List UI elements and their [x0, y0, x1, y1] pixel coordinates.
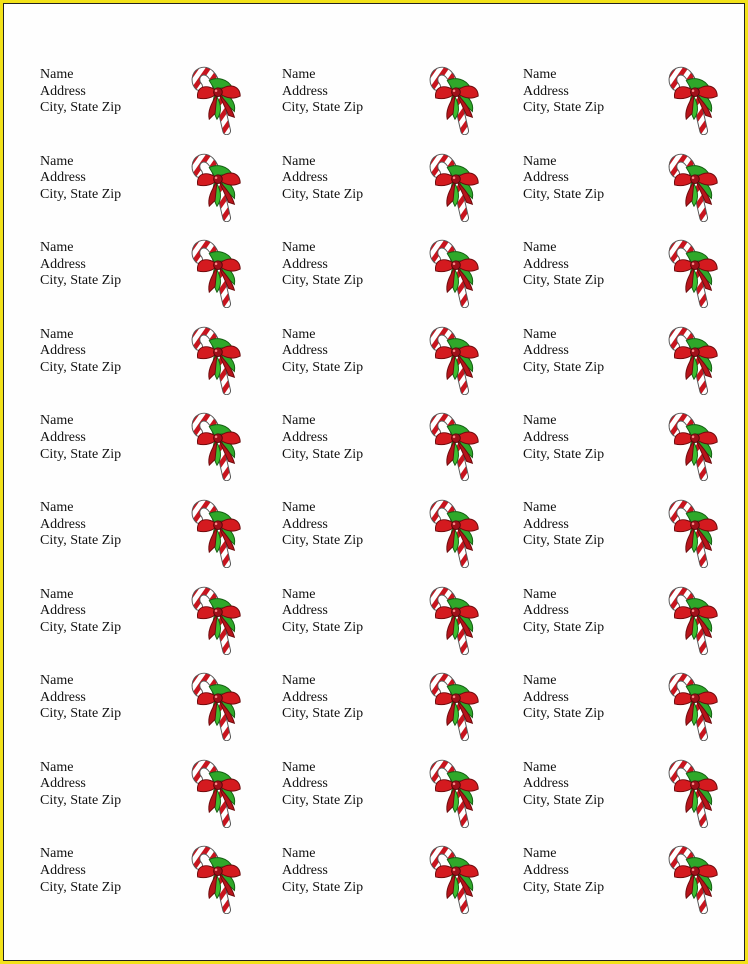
candy-cane-icon — [188, 838, 246, 914]
address-block — [523, 67, 604, 117]
label-row — [3, 665, 745, 752]
label-name: Name — [282, 153, 316, 169]
label-city-state-zip: City, State Zip — [282, 879, 364, 895]
label-city-state-zip: City, State Zip — [282, 792, 364, 808]
address-block — [523, 413, 604, 463]
candy-cane-icon — [188, 232, 246, 308]
label-city-state-zip: City, State Zip — [523, 273, 605, 289]
label-name: Name — [40, 499, 74, 515]
candy-cane-icon — [665, 838, 723, 914]
label-row — [3, 59, 745, 146]
address-block — [523, 846, 604, 896]
candy-cane-icon — [665, 492, 723, 568]
address-block — [40, 587, 121, 637]
label-city-state-zip: City, State Zip — [523, 533, 605, 549]
candy-cane-icon — [188, 492, 246, 568]
label-city-state-zip: City, State Zip — [282, 446, 364, 462]
label-city-state-zip: City, State Zip — [40, 100, 122, 116]
label-name: Name — [282, 586, 316, 602]
label-name: Name — [282, 499, 316, 515]
label-city-state-zip: City, State Zip — [40, 359, 122, 375]
address-block — [282, 67, 363, 117]
address-label — [282, 579, 512, 663]
candy-cane-icon — [426, 319, 484, 395]
label-row — [3, 579, 745, 666]
address-label — [282, 146, 512, 230]
address-label — [523, 665, 748, 749]
label-address: Address — [40, 516, 86, 532]
label-row — [3, 319, 745, 406]
label-name: Name — [40, 240, 74, 256]
address-label — [282, 232, 512, 316]
candy-cane-icon — [426, 146, 484, 222]
address-label — [40, 579, 270, 663]
label-name: Name — [40, 413, 74, 429]
address-label — [282, 752, 512, 836]
address-block — [282, 327, 363, 377]
candy-cane-icon — [426, 579, 484, 655]
address-label — [40, 752, 270, 836]
address-block — [282, 587, 363, 637]
label-name: Name — [282, 240, 316, 256]
label-address: Address — [40, 343, 86, 359]
address-label — [523, 319, 748, 403]
label-address: Address — [282, 256, 328, 272]
label-address: Address — [282, 170, 328, 186]
label-city-state-zip: City, State Zip — [40, 533, 122, 549]
label-name: Name — [282, 673, 316, 689]
address-label — [40, 319, 270, 403]
label-address: Address — [40, 256, 86, 272]
candy-cane-icon — [188, 752, 246, 828]
label-city-state-zip: City, State Zip — [282, 533, 364, 549]
label-address: Address — [523, 83, 569, 99]
candy-cane-icon — [665, 319, 723, 395]
label-address: Address — [282, 516, 328, 532]
address-block — [523, 760, 604, 810]
label-name: Name — [282, 846, 316, 862]
label-name: Name — [40, 586, 74, 602]
candy-cane-icon — [665, 232, 723, 308]
label-city-state-zip: City, State Zip — [282, 273, 364, 289]
address-label — [282, 838, 512, 922]
label-city-state-zip: City, State Zip — [523, 446, 605, 462]
candy-cane-icon — [665, 146, 723, 222]
candy-cane-icon — [426, 59, 484, 135]
address-label — [282, 665, 512, 749]
address-block — [282, 240, 363, 290]
label-name: Name — [523, 413, 557, 429]
label-city-state-zip: City, State Zip — [40, 446, 122, 462]
address-label — [40, 665, 270, 749]
label-address: Address — [523, 429, 569, 445]
label-city-state-zip: City, State Zip — [40, 619, 122, 635]
label-name: Name — [523, 586, 557, 602]
label-address: Address — [40, 83, 86, 99]
candy-cane-icon — [188, 146, 246, 222]
label-address: Address — [282, 83, 328, 99]
label-city-state-zip: City, State Zip — [282, 706, 364, 722]
label-name: Name — [40, 67, 74, 82]
address-block — [523, 327, 604, 377]
label-row — [3, 492, 745, 579]
address-block — [40, 413, 121, 463]
label-address: Address — [40, 862, 86, 878]
label-address: Address — [523, 516, 569, 532]
address-label — [523, 405, 748, 489]
address-label — [523, 838, 748, 922]
label-name: Name — [40, 326, 74, 342]
address-label — [523, 752, 748, 836]
address-label — [523, 232, 748, 316]
candy-cane-icon — [665, 59, 723, 135]
label-city-state-zip: City, State Zip — [523, 879, 605, 895]
label-name: Name — [282, 326, 316, 342]
label-row — [3, 838, 745, 925]
label-address: Address — [282, 603, 328, 619]
label-address: Address — [40, 170, 86, 186]
candy-cane-icon — [188, 319, 246, 395]
label-address: Address — [523, 776, 569, 792]
label-city-state-zip: City, State Zip — [282, 186, 364, 202]
label-row — [3, 146, 745, 233]
address-label — [40, 146, 270, 230]
label-address: Address — [282, 689, 328, 705]
label-name: Name — [523, 846, 557, 862]
address-block — [40, 846, 121, 896]
address-block — [282, 673, 363, 723]
address-label — [282, 59, 512, 143]
label-name: Name — [523, 67, 557, 82]
label-address: Address — [40, 776, 86, 792]
label-address: Address — [282, 429, 328, 445]
label-name: Name — [40, 846, 74, 862]
label-address: Address — [40, 603, 86, 619]
label-row — [3, 232, 745, 319]
label-name: Name — [282, 413, 316, 429]
address-label — [523, 59, 748, 143]
label-address: Address — [523, 343, 569, 359]
label-city-state-zip: City, State Zip — [40, 879, 122, 895]
label-name: Name — [523, 326, 557, 342]
label-city-state-zip: City, State Zip — [523, 619, 605, 635]
label-city-state-zip: City, State Zip — [40, 273, 122, 289]
candy-cane-icon — [665, 752, 723, 828]
label-name: Name — [523, 240, 557, 256]
address-block — [40, 240, 121, 290]
address-block — [282, 413, 363, 463]
label-address: Address — [282, 862, 328, 878]
address-label — [523, 579, 748, 663]
address-block — [282, 154, 363, 204]
label-address: Address — [523, 689, 569, 705]
address-block — [40, 154, 121, 204]
label-city-state-zip: City, State Zip — [282, 100, 364, 116]
label-city-state-zip: City, State Zip — [523, 186, 605, 202]
label-address: Address — [282, 776, 328, 792]
candy-cane-icon — [188, 405, 246, 481]
label-name: Name — [40, 673, 74, 689]
label-city-state-zip: City, State Zip — [282, 619, 364, 635]
candy-cane-icon — [426, 232, 484, 308]
address-label — [282, 492, 512, 576]
candy-cane-icon — [188, 579, 246, 655]
address-block — [282, 760, 363, 810]
address-block — [282, 500, 363, 550]
address-block — [40, 673, 121, 723]
address-block — [523, 673, 604, 723]
label-name: Name — [523, 153, 557, 169]
address-label — [523, 492, 748, 576]
label-address: Address — [40, 689, 86, 705]
label-address: Address — [523, 603, 569, 619]
label-name: Name — [40, 153, 74, 169]
address-label — [40, 59, 270, 143]
candy-cane-icon — [426, 838, 484, 914]
address-block — [40, 327, 121, 377]
address-block — [523, 154, 604, 204]
address-label — [282, 319, 512, 403]
address-label — [40, 232, 270, 316]
label-name: Name — [523, 499, 557, 515]
candy-cane-icon — [426, 665, 484, 741]
address-block — [282, 846, 363, 896]
label-city-state-zip: City, State Zip — [523, 359, 605, 375]
label-address: Address — [523, 256, 569, 272]
label-city-state-zip: City, State Zip — [523, 792, 605, 808]
candy-cane-icon — [188, 665, 246, 741]
label-address: Address — [282, 343, 328, 359]
label-address: Address — [523, 170, 569, 186]
address-label — [40, 838, 270, 922]
address-label — [282, 405, 512, 489]
address-label — [40, 492, 270, 576]
address-label — [523, 146, 748, 230]
address-block — [523, 587, 604, 637]
label-name: Name — [282, 759, 316, 775]
label-name: Name — [40, 759, 74, 775]
label-city-state-zip: City, State Zip — [523, 706, 605, 722]
candy-cane-icon — [426, 752, 484, 828]
label-name: Name — [523, 673, 557, 689]
label-city-state-zip: City, State Zip — [40, 706, 122, 722]
label-city-state-zip: City, State Zip — [523, 100, 605, 116]
label-row — [3, 752, 745, 839]
address-block — [40, 760, 121, 810]
candy-cane-icon — [426, 492, 484, 568]
label-grid — [3, 59, 745, 925]
label-address: Address — [523, 862, 569, 878]
label-city-state-zip: City, State Zip — [40, 186, 122, 202]
candy-cane-icon — [426, 405, 484, 481]
candy-cane-icon — [665, 665, 723, 741]
address-block — [40, 500, 121, 550]
candy-cane-icon — [665, 405, 723, 481]
address-block — [40, 67, 121, 117]
address-block — [523, 500, 604, 550]
label-address: Address — [40, 429, 86, 445]
label-city-state-zip: City, State Zip — [282, 359, 364, 375]
label-name: Name — [523, 759, 557, 775]
candy-cane-icon — [188, 59, 246, 135]
label-name: Name — [282, 67, 316, 82]
address-label — [40, 405, 270, 489]
candy-cane-icon — [665, 579, 723, 655]
address-block — [523, 240, 604, 290]
label-city-state-zip: City, State Zip — [40, 792, 122, 808]
label-row — [3, 405, 745, 492]
